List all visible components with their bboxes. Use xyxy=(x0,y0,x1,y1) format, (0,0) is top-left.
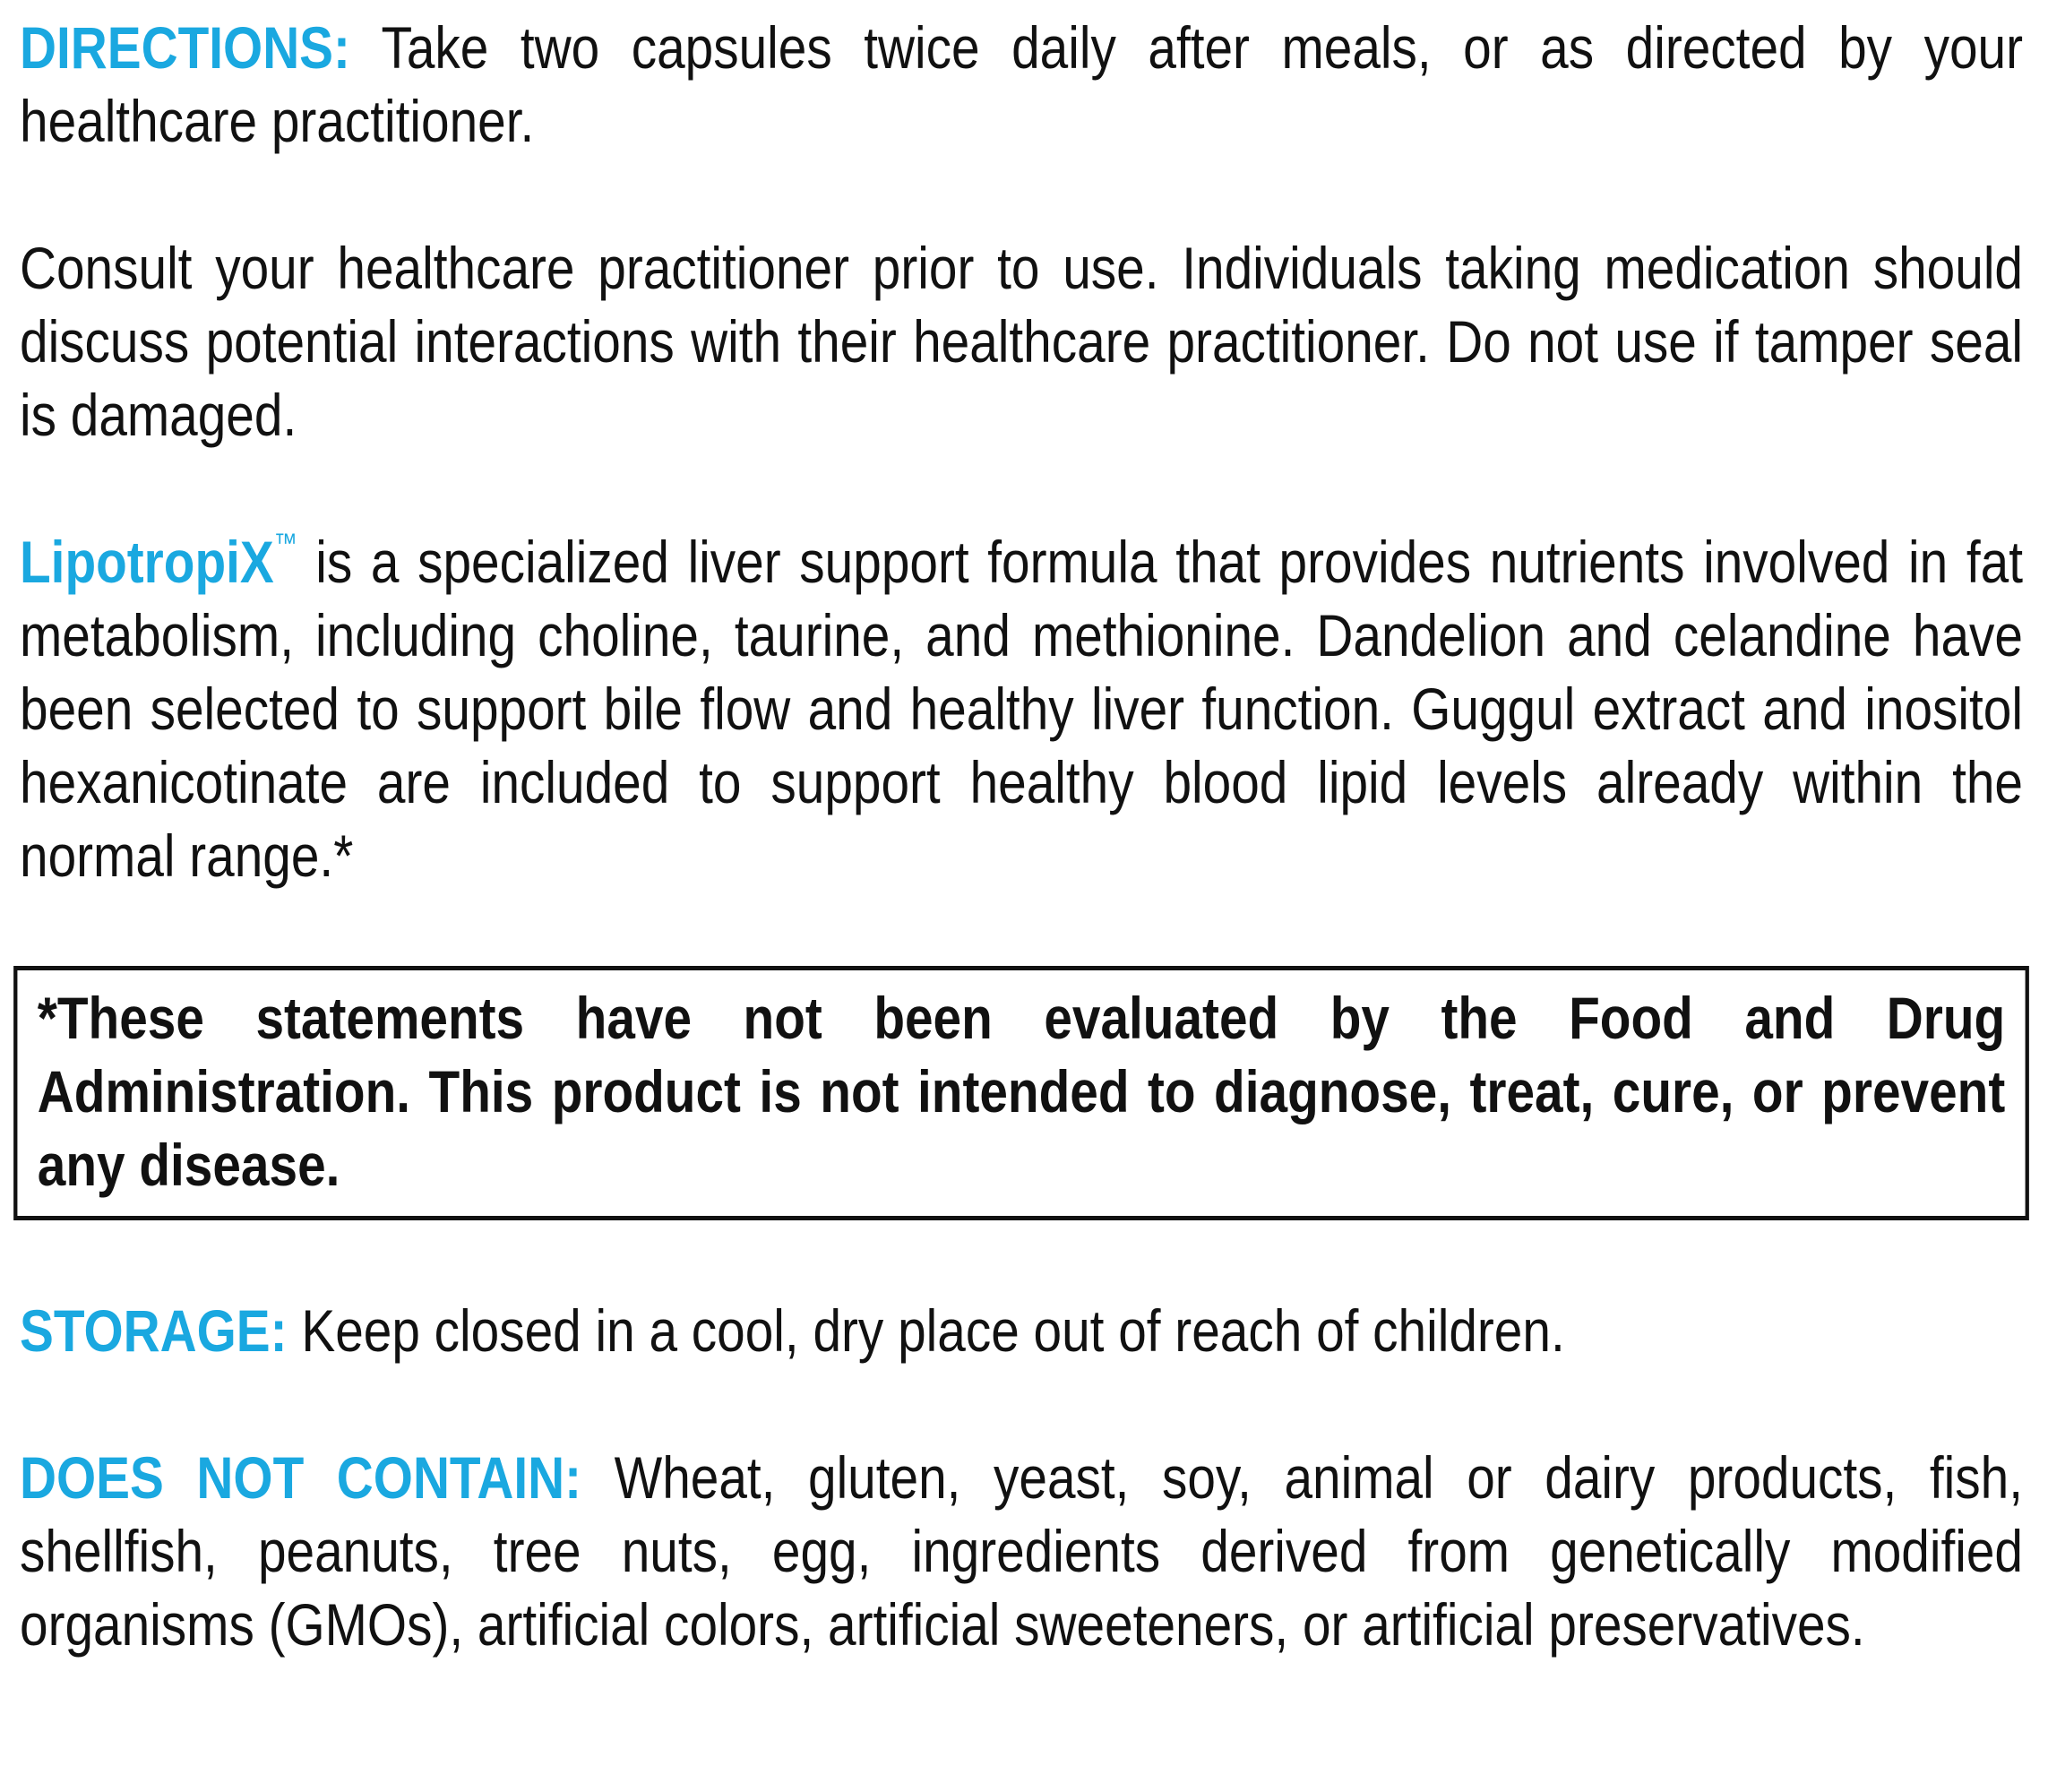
does-not-contain-label: DOES NOT CONTAIN: xyxy=(20,1444,582,1511)
consult-text: Consult your healthcare practitioner prior to use. Individuals taking medication should discuss potential interactions with their healthcare practitioner. Do not use if tamper seal is damaged. xyxy=(20,235,2023,448)
label-panel xyxy=(20,11,2023,1661)
description-text: is a specialized liver support formula that provides nutrients involved in fat metabolism, including choline, taurine, and methionine. Dandelion and celandine have been selected to support bile flow and healthy liver function. Guggul extract and inositol hexanicotinate are included to support healthy blood lipid levels already within the normal range.* xyxy=(20,529,2023,889)
trademark-symbol: ™ xyxy=(273,529,297,558)
storage-paragraph xyxy=(20,1294,2023,1367)
consult-paragraph xyxy=(20,231,2023,452)
storage-text: Keep closed in a cool, dry place out of reach of children. xyxy=(301,1297,1565,1364)
brand-name: LipotropiX xyxy=(20,529,274,595)
spacer xyxy=(20,1220,2023,1294)
does-not-contain-paragraph xyxy=(20,1441,2023,1661)
spacer xyxy=(20,1367,2023,1441)
fda-disclaimer-text: *These statements have not been evaluated by the Food and Drug Administration. This product is not intended to diagnose, treat, cure, or prevent any disease. xyxy=(37,985,2006,1198)
storage-label: STORAGE: xyxy=(20,1297,288,1364)
does-not-contain-text: Wheat, gluten, yeast, soy, animal or dairy products, fish, shellfish, peanuts, tree nuts, egg, ingredients derived from genetically modified organisms (GMOs), artificial colors, artificial sweeteners, or artificial preservatives. xyxy=(20,1444,2023,1658)
label-content xyxy=(20,11,2023,1661)
directions-paragraph xyxy=(20,11,2023,158)
spacer xyxy=(20,892,2023,966)
fda-disclaimer-box xyxy=(13,966,2029,1220)
directions-label: DIRECTIONS: xyxy=(20,14,350,81)
spacer xyxy=(20,158,2023,231)
spacer xyxy=(20,452,2023,525)
description-paragraph xyxy=(20,525,2023,892)
directions-text: Take two capsules twice daily after meals, or as directed by your healthcare practitioner. xyxy=(20,14,2023,154)
